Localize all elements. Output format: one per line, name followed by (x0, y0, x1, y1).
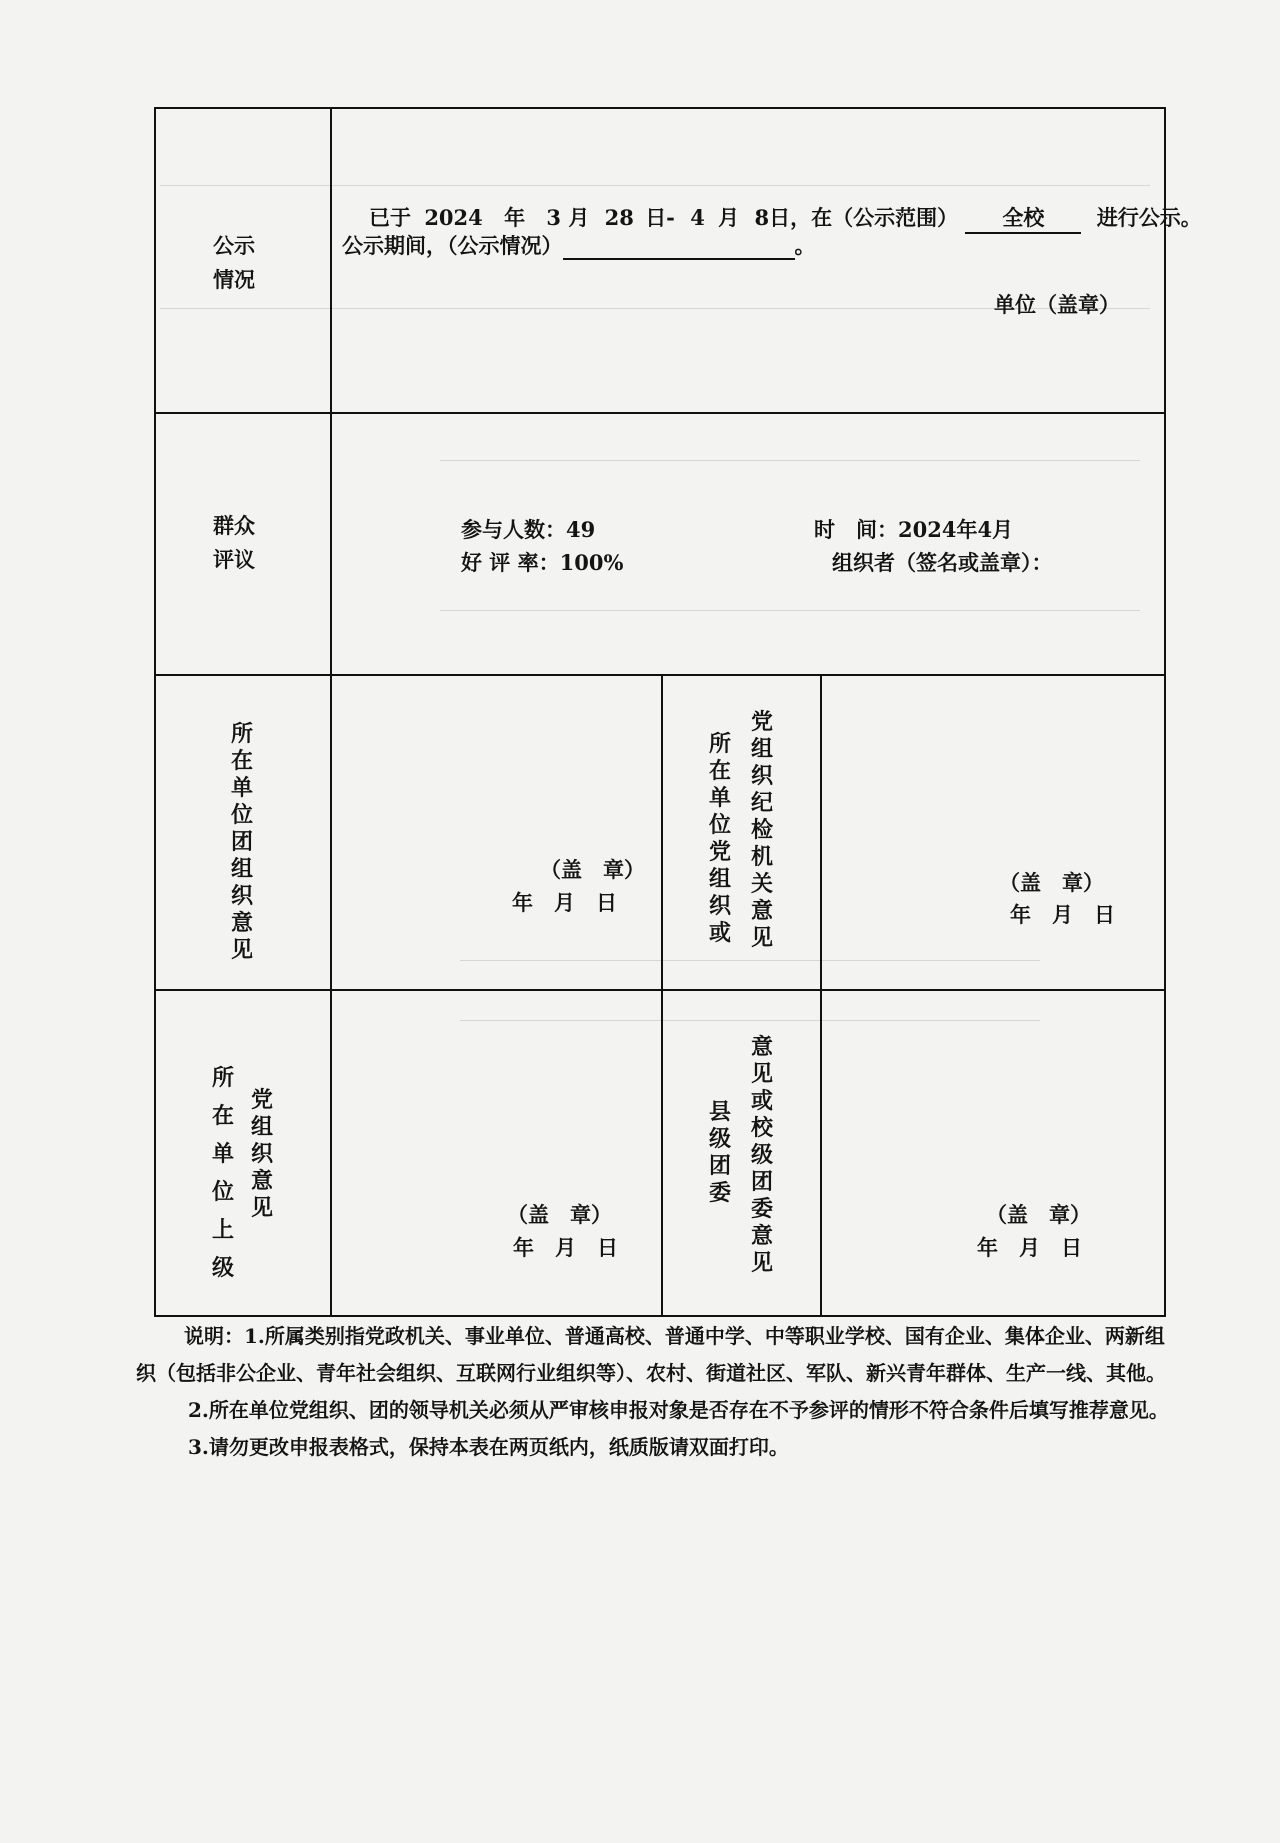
upper-party-date: 年 月 日 (513, 1235, 618, 1260)
note-3: 3.请勿更改申报表格式，保持本表在两页纸内，纸质版请双面打印。 (188, 1435, 789, 1459)
party-org-seal: （盖 章） (999, 870, 1104, 895)
application-form-table (154, 107, 1202, 1317)
approval-rate: 好 评 率：100% (461, 550, 624, 575)
public-review-label: 群众评议 (213, 513, 255, 572)
participants-count: 参与人数：49 (461, 517, 596, 542)
publicity-line-1: 已于 2024 年 3 月 28 日- 4 月 8日，在（公示范围） 全校 进行公示。 (369, 202, 1202, 234)
review-organizer: 组织者（签名或盖章）： (832, 550, 1053, 575)
upper-party-label-left: 所在单位上级 (211, 1065, 234, 1281)
note-2: 2.所在单位党组织、团的领导机关必须从严审核申报对象是否存在不予参评的情形不符合条件后填写推荐意见。 (188, 1398, 1169, 1422)
upper-party-label-right: 党组织意见 (250, 1087, 273, 1221)
county-league-label-left: 县级团委 (708, 1099, 731, 1206)
publicity-label: 公示情况 (213, 233, 255, 292)
unit-league-date: 年 月 日 (512, 890, 617, 915)
note-1: 说明：1.所属类别指党政机关、事业单位、普通高校、普通中学、中等职业学校、国有企业、集体企业、两新组织（包括非公企业、青年社会组织、互联网行业组织等）、农村、街道社区、军队、新兴青年群体、生产一线、其他。 (136, 1324, 1166, 1385)
unit-league-seal: （盖 章） (540, 857, 645, 882)
county-league-date: 年 月 日 (977, 1235, 1082, 1260)
publicity-scope-value: 全校 (965, 202, 1081, 234)
publicity-line-2: 公示期间，（公示情况） 。 (342, 233, 816, 258)
upper-party-seal: （盖 章） (507, 1202, 612, 1227)
form-notes (136, 1318, 1176, 1466)
county-league-seal: （盖 章） (986, 1202, 1091, 1227)
party-org-label-right: 党组织纪检机关意见 (750, 709, 773, 951)
review-time: 时 间：2024年4月 (814, 517, 1014, 542)
party-org-label-left: 所在单位党组织或 (708, 731, 731, 946)
county-league-label-right: 意见或校级团委意见 (750, 1034, 773, 1276)
party-org-date: 年 月 日 (1010, 902, 1115, 927)
publicity-seal: 单位（盖章） (994, 292, 1120, 317)
unit-league-opinion-label: 所在单位团组织意见 (230, 721, 253, 963)
